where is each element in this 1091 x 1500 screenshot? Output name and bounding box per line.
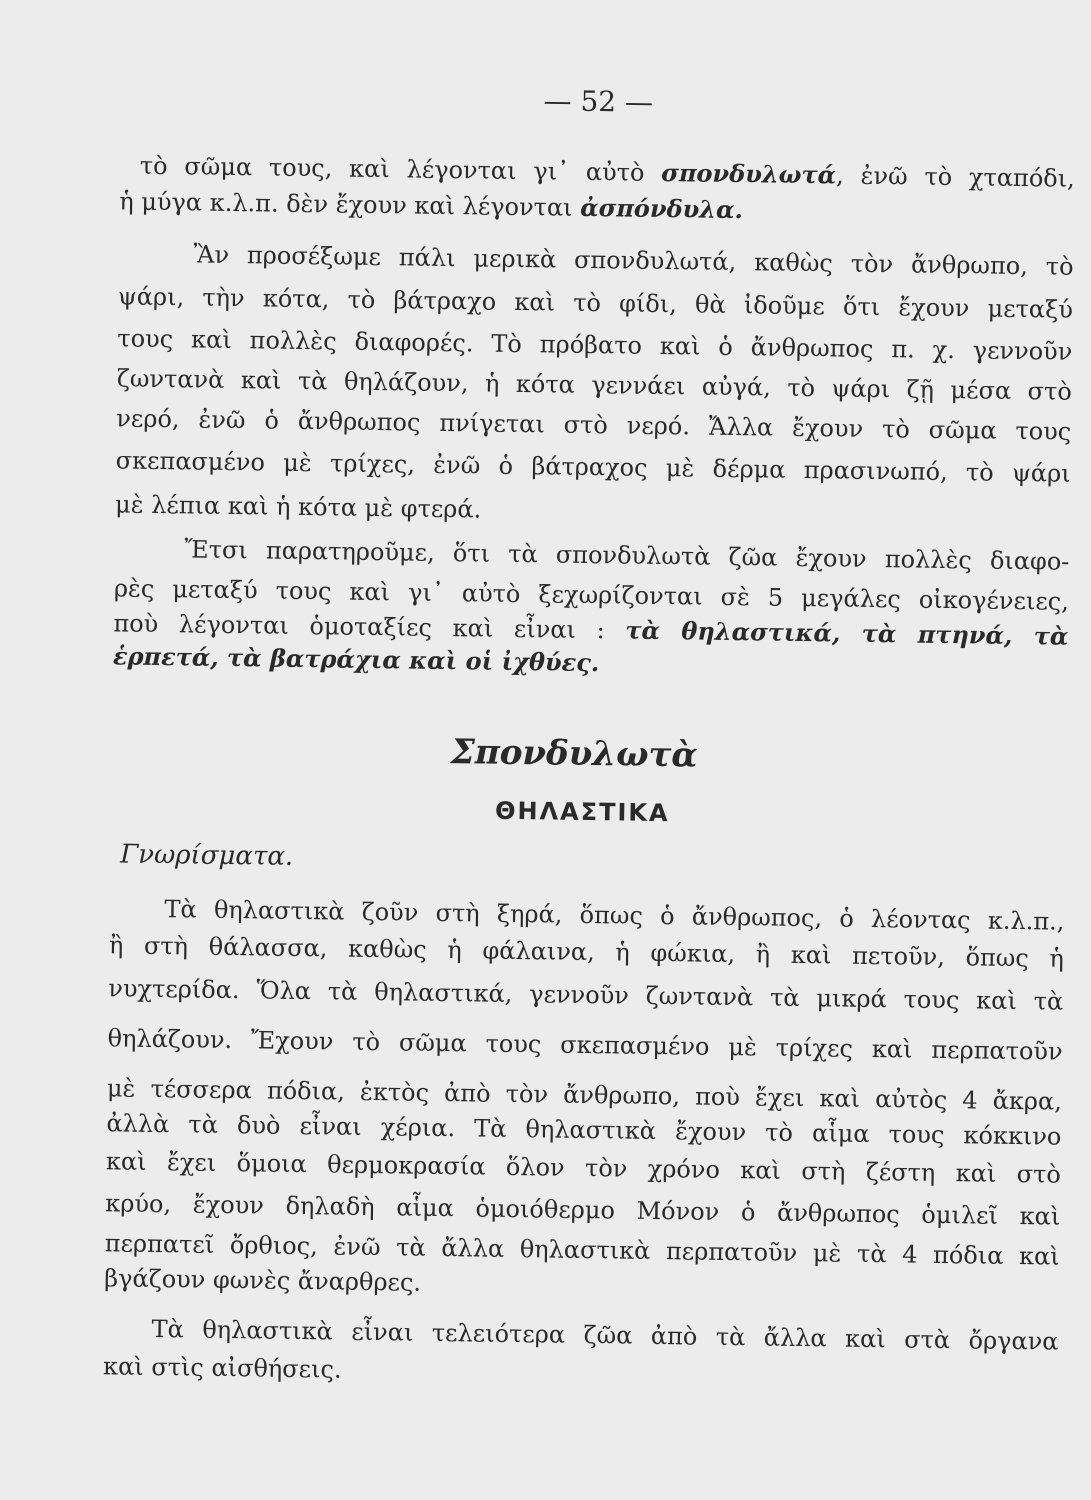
text-line: τους καὶ πολλὲς διαφορές. Τὸ πρόβατο καὶ ὁ ἄνθρωπος π. χ. γεννοῦν bbox=[117, 324, 1073, 366]
page-number: — 52 — bbox=[543, 84, 654, 119]
text-line: Τὰ θηλαστικὰ ζοῦν στὴ ξηρά, ὅπως ὁ ἄνθρωπος, ὁ λέοντας κ.λ.π., bbox=[164, 895, 1065, 936]
text-line: Ἂν προσέξωμε πάλι μερικὰ σπονδυλωτά, καθὼς τὸν ἄνθρωπο, τὸ bbox=[193, 240, 1074, 281]
text-line: ψάρι, τὴν κότα, τὸ βάτραχο καὶ τὸ φίδι, θὰ ἰδοῦμε ὅτι ἔχουν μεταξύ bbox=[117, 282, 1074, 324]
emphasized-term: ἑρπετά, τὰ βατράχια καὶ οἱ ἰχθύες. bbox=[112, 641, 600, 678]
text-line: ἢ στὴ θάλασσα, καθὼς ἡ φάλαινα, ἡ φώκια, ἢ καὶ πετοῦν, ὅπως ἡ bbox=[108, 931, 1065, 973]
emphasized-term: τὰ θηλαστικά, τὰ πτηνά, τὰ bbox=[625, 615, 1069, 651]
text-line: Τὰ θηλαστικὰ εἶναι τελειότερα ζῶα ἀπὸ τὰ ἄλλα καὶ στὰ ὄργανα bbox=[151, 1314, 1059, 1356]
text-line: σκεπασμένο μὲ τρίχες, ἐνῶ ὁ βάτραχος μὲ δέρμα πρασινωπό, τὸ ψάρι bbox=[115, 446, 1071, 488]
text-segment: , ἐνῶ τὸ χταπόδι, bbox=[835, 161, 1075, 193]
text-line: μὲ τέσσερα πόδια, ἐκτὸς ἀπὸ τὸν ἄνθρωπο, ποὺ ἔχει καὶ αὐτὸς 4 ἄκρα, bbox=[106, 1074, 1063, 1116]
text-segment: ἡ μύγα κ.λ.π. δὲν ἔχουν καὶ λέγονται bbox=[119, 187, 581, 222]
text-line: περπατεῖ ὄρθιος, ἐνῶ τὰ ἄλλα θηλαστικὰ περπατοῦν μὲ τὰ 4 πόδια καὶ bbox=[104, 1229, 1060, 1271]
text-line: ἀλλὰ τὰ δυὸ εἶναι χέρια. Τὰ θηλαστικὰ ἔχουν τὸ αἷμα τους κόκκινο bbox=[106, 1109, 1062, 1151]
text-line: νερό, ἐνῶ ὁ ἄνθρωπος πνίγεται στὸ νερό. Ἄλλα ἔχουν τὸ σῶμα τους bbox=[116, 404, 1072, 446]
text-line bbox=[119, 186, 1074, 229]
text-line: ζωντανὰ καὶ τὰ θηλάζουν, ἡ κότα γεννάει αὐγά, τὸ ψάρι ζῇ μέσα στὸ bbox=[116, 364, 1072, 406]
text-line: κρύο, ἔχουν δηλαδὴ αἷμα ὁμοιόθερμο Μόνον ὁ ἄνθρωπος ὁμιλεῖ καὶ bbox=[105, 1189, 1061, 1231]
emphasized-term: ἀσπόνδυλα. bbox=[580, 192, 744, 225]
text-segment: ποὺ λέγονται ὁμοταξίες καὶ εἶναι : bbox=[113, 609, 626, 645]
text-line: νυχτερίδα. Ὅλα τὰ θηλαστικά, γεννοῦν ζωντανὰ τὰ μικρά τους καὶ τὰ bbox=[108, 974, 1064, 1016]
emphasized-term: σπονδυλωτά bbox=[661, 157, 837, 190]
text-line: καὶ ἔχει ὅμοια θερμοκρασία ὅλον τὸν χρόνο καὶ στὴ ζέστη καὶ στὸ bbox=[105, 1147, 1062, 1189]
page-sheet bbox=[103, 53, 1077, 1406]
text-segment: τὸ σῶμα τους, καὶ λέγονται γι᾽ αὐτὸ bbox=[139, 151, 662, 187]
text-line: βγάζουν φωνὲς ἄναρθρες. bbox=[104, 1264, 422, 1297]
text-line: καὶ στὶς αἰσθήσεις. bbox=[102, 1352, 342, 1384]
text-line: Ἔτσι παρατηροῦμε, ὅτι τὰ σπονδυλωτὰ ζῶα ἔχουν πολλὲς διαφο- bbox=[184, 535, 1070, 576]
section-subheading: ΘΗΛΑΣΤΙΚΑ bbox=[494, 796, 670, 828]
section-heading: Σπονδυλωτὰ bbox=[450, 732, 698, 776]
subsection-label: Γνωρίσματα. bbox=[120, 839, 294, 872]
text-line: ρὲς μεταξύ τους καὶ γι᾽ αὐτὸ ξεχωρίζονται σὲ 5 μεγάλες οἰκογένειες, bbox=[113, 574, 1070, 616]
text-line: θηλάζουν. Ἔχουν τὸ σῶμα τους σκεπασμένο μὲ τρίχες καὶ περπατοῦν bbox=[107, 1024, 1063, 1066]
text-line: μὲ λέπια καὶ ἡ κότα μὲ φτερά. bbox=[114, 490, 482, 524]
text-line bbox=[120, 150, 1075, 193]
